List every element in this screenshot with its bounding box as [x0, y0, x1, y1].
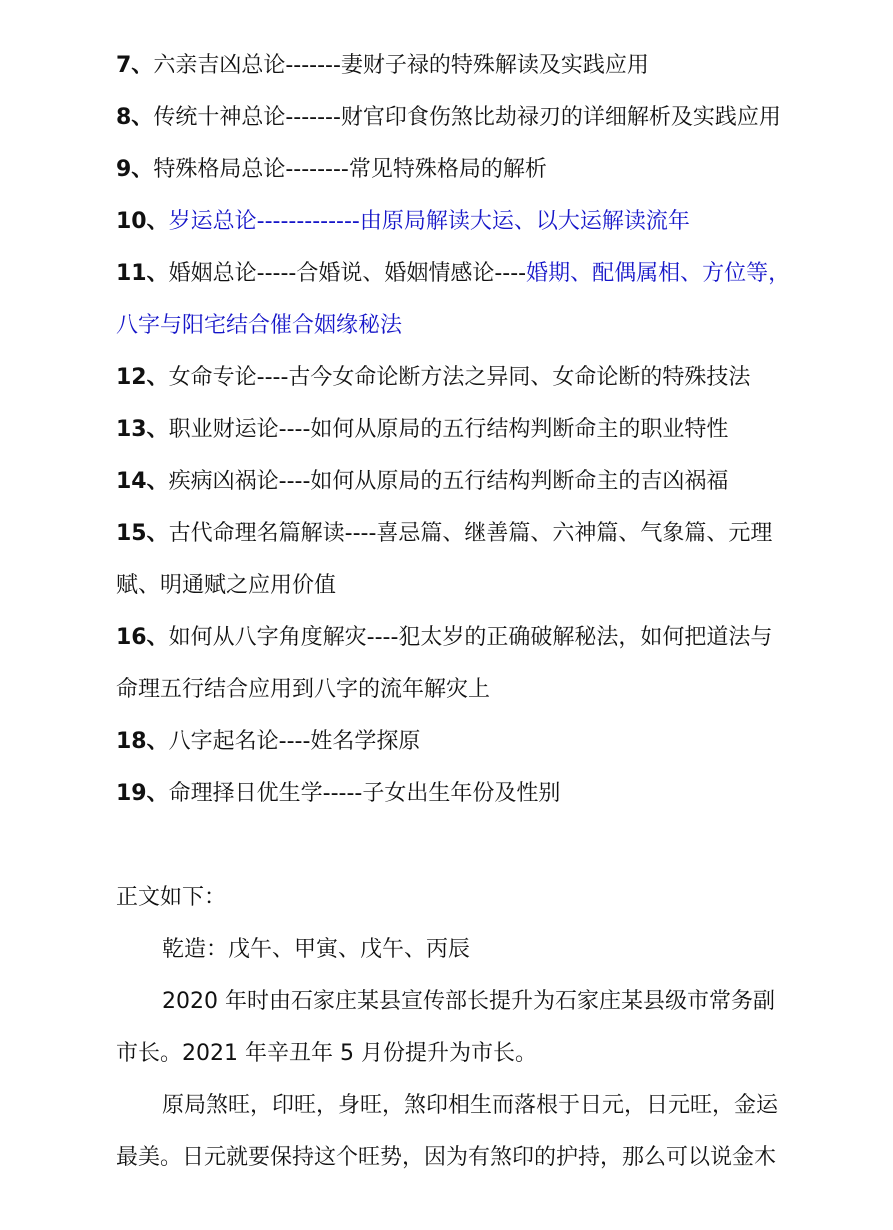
- toc-item-11-continued: [116, 311, 402, 341]
- toc-item-12: [116, 363, 750, 393]
- toc-number: 15、: [116, 521, 169, 546]
- toc-text-highlight: 八字与阳宅结合催合姻缘秘法: [116, 313, 403, 338]
- toc-text: 命理五行结合应用到八字的流年解灾上: [116, 677, 491, 702]
- toc-number: 9、: [116, 157, 154, 182]
- toc-item-14: [116, 467, 728, 497]
- toc-number: 8、: [116, 105, 154, 130]
- toc-item-13: [116, 415, 728, 445]
- toc-item-11: [116, 259, 790, 289]
- toc-item-7: [116, 51, 649, 81]
- toc-text: 赋、明通赋之应用价值: [116, 573, 337, 598]
- toc-text-highlight: 婚期、配偶属相、方位等，: [526, 261, 791, 286]
- paragraph-2-line-2: 最美。日元就要保持这个旺势，因为有煞印的护持，那么可以说金木: [116, 1145, 777, 1170]
- toc-number: 18、: [116, 729, 169, 754]
- toc-item-18: [116, 727, 420, 757]
- toc-number: 14、: [116, 469, 169, 494]
- toc-number: 19、: [116, 781, 169, 806]
- toc-item-8: [116, 103, 781, 133]
- toc-item-10: [116, 207, 690, 237]
- toc-text: 传统十神总论-------财官印食伤煞比劫禄刃的详细解析及实践应用: [153, 105, 781, 130]
- toc-item-9: [116, 155, 547, 185]
- paragraph-2-line-1: 原局煞旺，印旺，身旺，煞印相生而落根于日元，日元旺，金运: [162, 1093, 779, 1118]
- toc-text: 八字起名论----姓名学探原: [168, 729, 421, 754]
- toc-number: 13、: [116, 417, 169, 442]
- toc-item-19: [116, 779, 560, 809]
- toc-item-16-continued: [116, 675, 490, 705]
- toc-number: 7、: [116, 53, 154, 78]
- toc-text: 命理择日优生学-----子女出生年份及性别: [168, 781, 561, 806]
- toc-text-highlight: 岁运总论-------------由原局解读大运、以大运解读流年: [168, 209, 690, 234]
- toc-number: 12、: [116, 365, 169, 390]
- toc-text: 特殊格局总论--------常见特殊格局的解析: [153, 157, 547, 182]
- toc-text: 如何从八字角度解灾----犯太岁的正确破解秘法，如何把道法与: [168, 625, 773, 650]
- toc-number: 16、: [116, 625, 169, 650]
- toc-text: 疾病凶祸论----如何从原局的五行结构判断命主的吉凶祸福: [168, 469, 729, 494]
- paragraph-1-line-2: 市长。2021 年辛丑年 5 月份提升为市长。: [116, 1041, 537, 1066]
- toc-number: 11、: [116, 261, 169, 286]
- toc-number: 10、: [116, 209, 169, 234]
- toc-item-16: [116, 623, 772, 653]
- toc-text: 婚姻总论-----合婚说、婚姻情感论----: [168, 261, 527, 286]
- paragraph-1-line-1: 2020 年时由石家庄某县宣传部长提升为石家庄某县级市常务副: [162, 989, 775, 1014]
- toc-text: 六亲吉凶总论-------妻财子禄的特殊解读及实践应用: [153, 53, 649, 78]
- toc-item-15-continued: [116, 571, 336, 601]
- toc-item-15: [116, 519, 772, 549]
- bazi-chart: 乾造：戊午、甲寅、戊午、丙辰: [162, 937, 471, 962]
- body-intro: 正文如下：: [116, 885, 227, 910]
- toc-text: 职业财运论----如何从原局的五行结构判断命主的职业特性: [168, 417, 729, 442]
- toc-text: 古代命理名篇解读----喜忌篇、继善篇、六神篇、气象篇、元理: [168, 521, 773, 546]
- toc-text: 女命专论----古今女命论断方法之异同、女命论断的特殊技法: [168, 365, 751, 390]
